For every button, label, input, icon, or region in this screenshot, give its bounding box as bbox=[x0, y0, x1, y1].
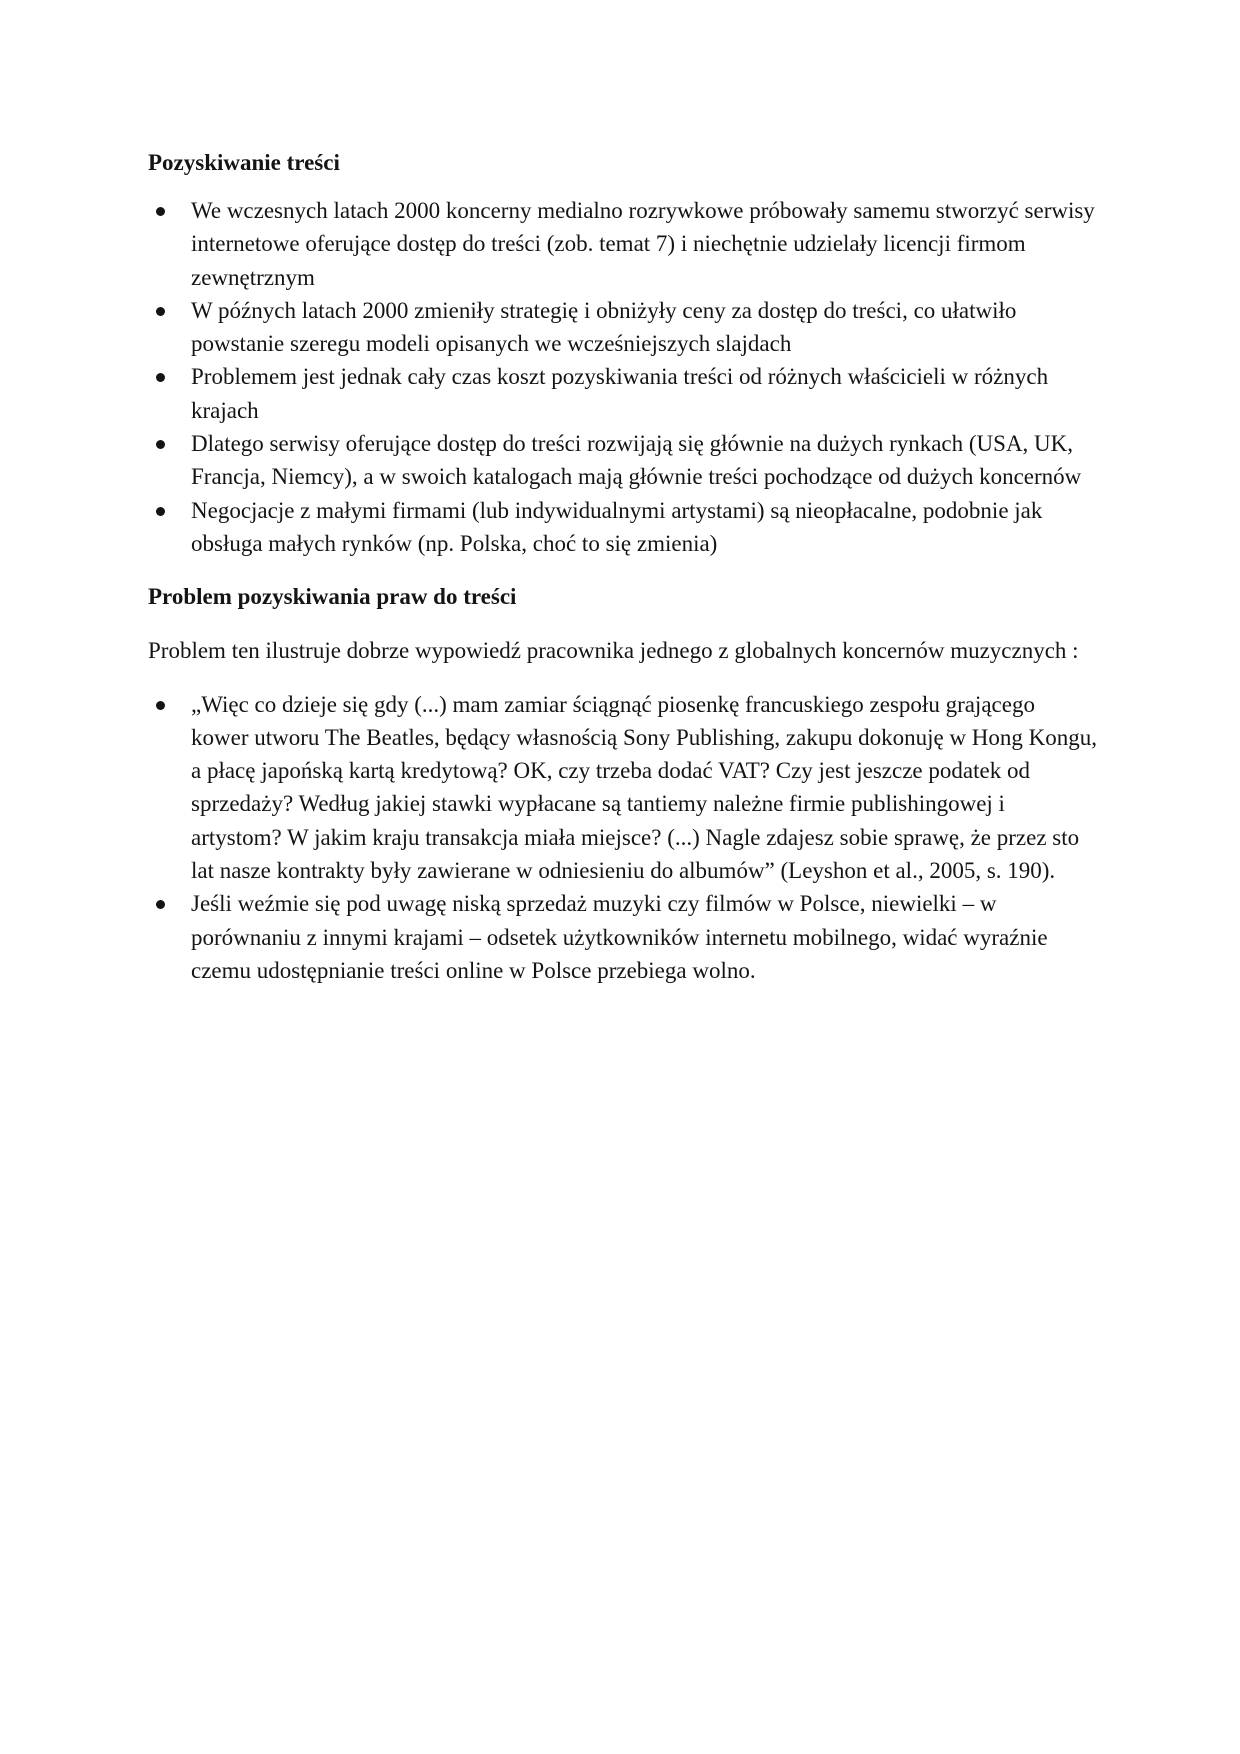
list-item-text: Negocjacje z małymi firmami (lub indywidualnymi artystami) są nieopłacalne, podobnie jak obsługa małych rynków (np. Polska, choć to się zmienia) bbox=[191, 497, 1043, 556]
bullet-icon bbox=[156, 507, 165, 516]
rights-problem-bullet-list bbox=[148, 688, 1098, 988]
list-item-text: „Więc co dzieje się gdy (...) mam zamiar ściągnąć piosenkę francuskiego zespołu grającego kower utworu The Beatles, będący własnością Sony Publishing, zakupu dokonuję w Hong Kongu, a płacę japońską kartą kredytową? OK, czy trzeba dodać VAT? Czy jest jeszcze podatek od sprzedaży? Według jakiej stawki wypłacane są tantiemy należne firmie publishingowej i artystom? W jakim kraju transakcja miała miejsce? (...) Nagle zdajesz sobie sprawę, że przez sto lat nasze kontrakty były zawierane w odniesieniu do albumów” (Leyshon et al., 2005, s. 190). bbox=[191, 691, 1098, 884]
section-heading-content-acquisition: Pozyskiwanie treści bbox=[148, 150, 340, 175]
list-item-text: Dlatego serwisy oferujące dostęp do treści rozwijają się głównie na dużych rynkach (USA, UK, Francja, Niemcy), a w swoich katalogach mają głównie treści pochodzące od dużych koncernów bbox=[191, 431, 1082, 490]
bullet-icon bbox=[156, 373, 165, 382]
list-item bbox=[148, 494, 1098, 561]
content-acquisition-bullet-list bbox=[148, 194, 1098, 560]
list-item bbox=[148, 688, 1098, 888]
list-item bbox=[148, 294, 1098, 361]
bullet-icon bbox=[156, 701, 165, 710]
list-item-text: Problemem jest jednak cały czas koszt pozyskiwania treści od różnych właścicieli w różnych krajach bbox=[191, 364, 1049, 423]
list-item bbox=[148, 360, 1098, 427]
list-item-text: Jeśli weźmie się pod uwagę niską sprzedaż muzyki czy filmów w Polsce, niewielki – w porównaniu z innymi krajami – odsetek użytkowników internetu mobilnego, widać wyraźnie czemu udostępnianie treści online w Polsce przebiega wolno. bbox=[191, 891, 1048, 983]
list-item-text: W późnych latach 2000 zmieniły strategię i obniżyły ceny za dostęp do treści, co ułatwiło powstanie szeregu modeli opisanych we wcześniejszych slajdach bbox=[191, 297, 1017, 357]
intro-paragraph: Problem ten ilustruje dobrze wypowiedź pracownika jednego z globalnych koncernów muzycznych : bbox=[148, 638, 1079, 664]
bullet-icon bbox=[156, 307, 165, 316]
list-item bbox=[148, 194, 1098, 294]
list-item-text: We wczesnych latach 2000 koncerny medialno rozrywkowe próbowały samemu stworzyć serwisy internetowe oferujące dostęp do treści (zob. temat 7) i niechętnie udzielały licencji firmom zewnętrznym bbox=[191, 198, 1095, 290]
bullet-icon bbox=[156, 900, 165, 909]
list-item bbox=[148, 427, 1098, 494]
bullet-icon bbox=[156, 207, 165, 216]
section-heading-rights-problem: Problem pozyskiwania praw do treści bbox=[148, 584, 517, 610]
list-item bbox=[148, 887, 1098, 987]
document-content bbox=[148, 146, 1098, 987]
bullet-icon bbox=[156, 440, 165, 449]
